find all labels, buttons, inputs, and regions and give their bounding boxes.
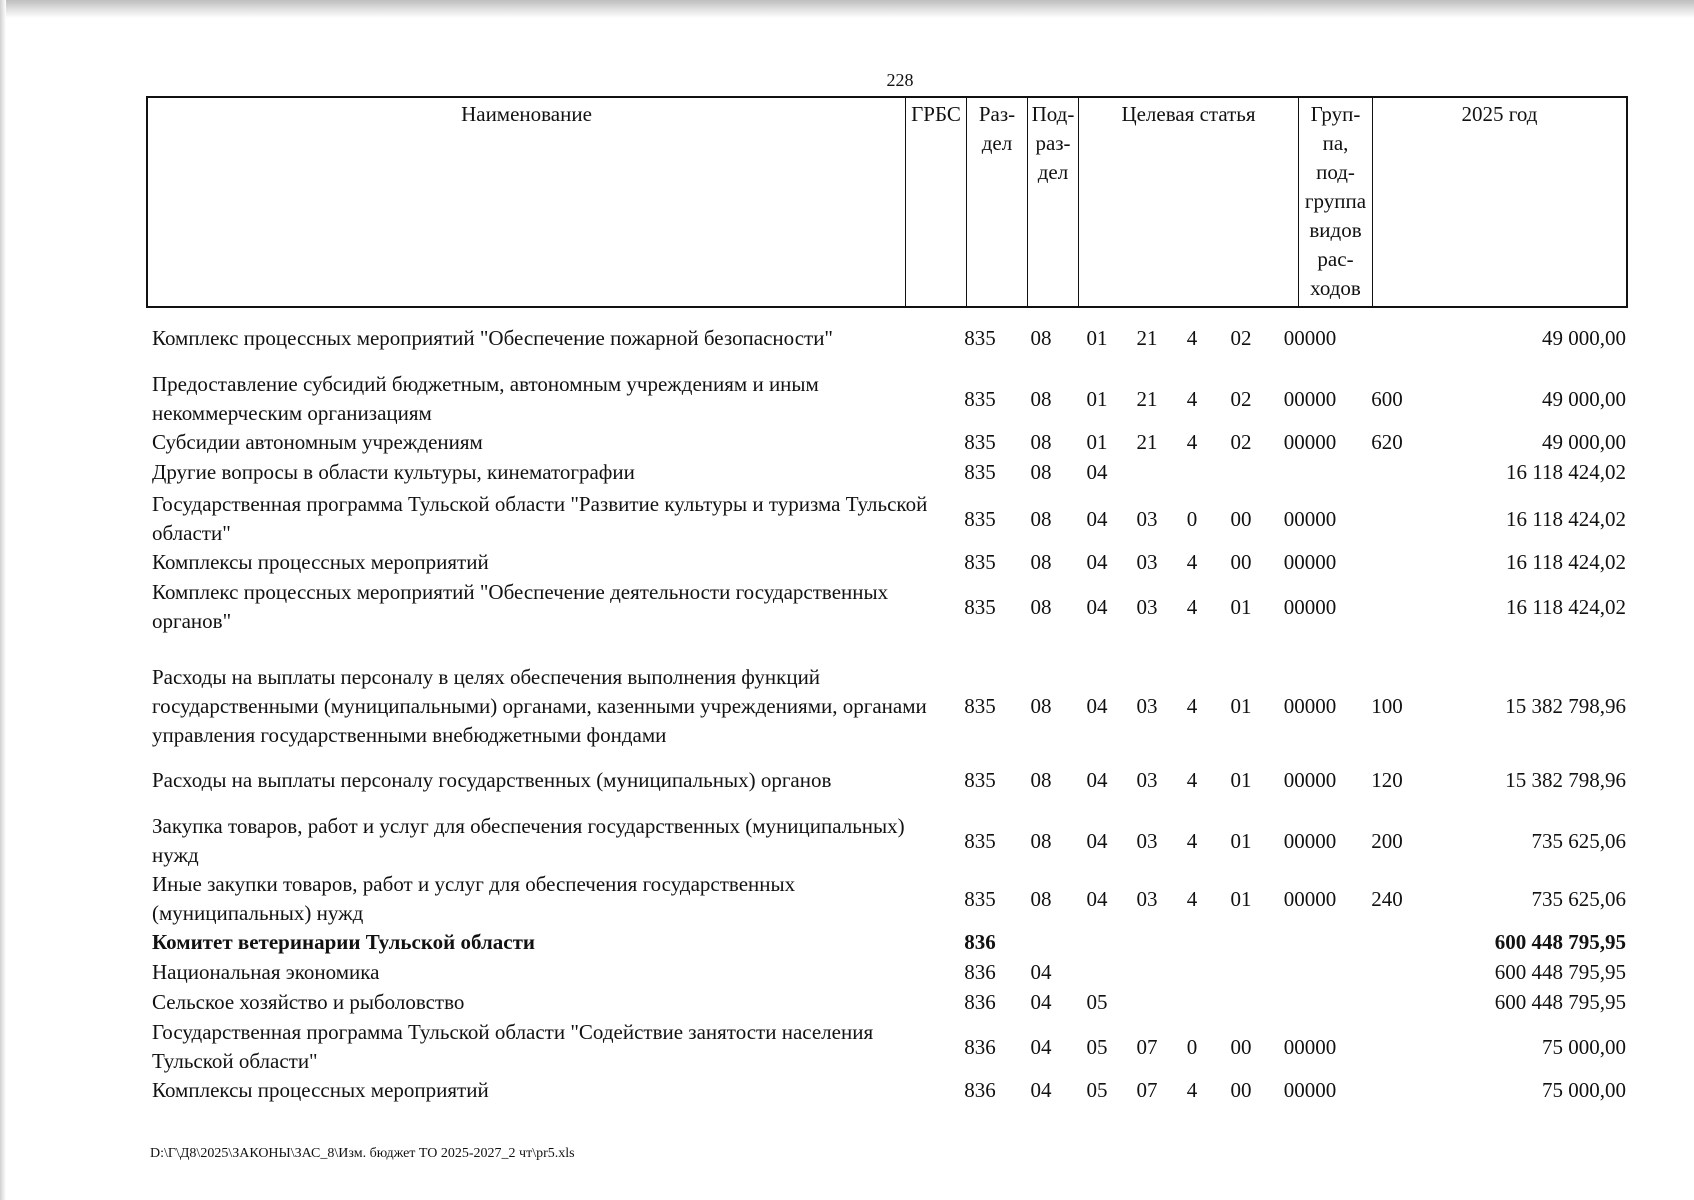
header-razdel: Раз- дел xyxy=(967,98,1028,306)
cell-target-subtype: 01 xyxy=(1230,594,1252,619)
cell-target-program xyxy=(1122,928,1172,956)
cell-expense-group: 240 xyxy=(1371,886,1403,911)
cell-expense-group xyxy=(1350,958,1424,986)
cell-grbs: 835 xyxy=(964,693,996,718)
cell-expense-group: 100 xyxy=(1371,693,1403,718)
cell-razdel: 08 xyxy=(1030,886,1052,911)
table-row xyxy=(0,458,1694,486)
cell-target-type xyxy=(1172,458,1212,486)
cell-target-type: 4 xyxy=(1186,325,1198,350)
cell-grbs: 835 xyxy=(964,429,996,454)
table-row xyxy=(0,958,1694,986)
cell-name: Национальная экономика xyxy=(152,959,380,984)
table-row xyxy=(0,1076,1694,1104)
cell-razdel: 08 xyxy=(1030,386,1052,411)
cell-razdel: 08 xyxy=(1030,693,1052,718)
table-row xyxy=(0,578,1694,636)
cell-target-subtype: 01 xyxy=(1230,767,1252,792)
cell-razdel: 08 xyxy=(1030,828,1052,853)
cell-podrazdel: 04 xyxy=(1086,828,1108,853)
cell-target-direction: 00000 xyxy=(1283,1077,1337,1102)
cell-grbs: 836 xyxy=(964,1077,996,1102)
table-row xyxy=(0,928,1694,956)
cell-name: Расходы на выплаты персоналу в целях обеспечения выполнения функций государственными (муниципальными) органами, казенными учреждениями, органами управления государственными внебюджетными фондами xyxy=(152,664,927,747)
cell-target-direction xyxy=(1270,988,1350,1016)
table-row xyxy=(0,428,1694,456)
cell-name: Субсидии автономным учреждениям xyxy=(152,429,483,454)
cell-podrazdel: 01 xyxy=(1086,386,1108,411)
page-number: 228 xyxy=(886,70,914,90)
cell-target-subtype: 00 xyxy=(1230,549,1252,574)
cell-target-subtype: 01 xyxy=(1230,828,1252,853)
table-row xyxy=(0,812,1694,870)
cell-target-direction: 00000 xyxy=(1283,549,1337,574)
cell-amount: 600 448 795,95 xyxy=(1494,929,1626,954)
header-name: Наименование xyxy=(148,98,906,306)
cell-razdel: 08 xyxy=(1030,594,1052,619)
cell-expense-group xyxy=(1350,988,1424,1016)
cell-amount: 75 000,00 xyxy=(1542,1077,1626,1102)
cell-target-type xyxy=(1172,988,1212,1016)
cell-razdel: 08 xyxy=(1030,459,1052,484)
cell-amount: 49 000,00 xyxy=(1542,386,1626,411)
cell-target-subtype xyxy=(1212,958,1270,986)
cell-grbs: 835 xyxy=(964,459,996,484)
cell-target-program xyxy=(1122,958,1172,986)
cell-expense-group: 620 xyxy=(1371,429,1403,454)
cell-target-type: 4 xyxy=(1186,549,1198,574)
cell-podrazdel: 05 xyxy=(1086,989,1108,1014)
header-podrazdel: Под- раз- дел xyxy=(1028,98,1079,306)
cell-podrazdel xyxy=(1072,928,1122,956)
header-expense-group: Груп- па, под- группа видов рас- ходов xyxy=(1299,98,1373,306)
cell-target-type: 4 xyxy=(1186,386,1198,411)
cell-grbs: 836 xyxy=(964,989,996,1014)
cell-grbs: 835 xyxy=(964,767,996,792)
cell-amount: 600 448 795,95 xyxy=(1494,959,1626,984)
cell-amount: 49 000,00 xyxy=(1542,325,1626,350)
cell-target-subtype xyxy=(1212,988,1270,1016)
cell-target-type: 4 xyxy=(1186,886,1198,911)
cell-target-type: 4 xyxy=(1186,767,1198,792)
table-row xyxy=(0,766,1694,794)
cell-target-program: 07 xyxy=(1136,1034,1158,1059)
cell-target-program: 03 xyxy=(1136,594,1158,619)
cell-grbs: 836 xyxy=(964,929,996,954)
header-target-article: Целевая статья xyxy=(1079,98,1299,306)
cell-grbs: 835 xyxy=(964,828,996,853)
cell-target-type: 0 xyxy=(1186,1034,1198,1059)
cell-razdel: 04 xyxy=(1030,989,1052,1014)
cell-target-type: 4 xyxy=(1186,1077,1198,1102)
cell-target-subtype: 00 xyxy=(1230,506,1252,531)
cell-target-program: 21 xyxy=(1136,325,1158,350)
cell-razdel: 08 xyxy=(1030,549,1052,574)
file-path-footer: D:\Г\Д8\2025\ЗАКОНЫ\ЗАС_8\Изм. бюджет ТО 2025-2027_2 чт\pr5.xls xyxy=(150,1146,575,1161)
table-row xyxy=(0,988,1694,1016)
cell-razdel: 08 xyxy=(1030,429,1052,454)
table-row xyxy=(0,324,1694,352)
cell-target-type: 4 xyxy=(1186,693,1198,718)
cell-razdel: 08 xyxy=(1030,325,1052,350)
header-year-2025: 2025 год xyxy=(1461,102,1538,126)
cell-target-direction: 00000 xyxy=(1283,325,1337,350)
cell-target-subtype xyxy=(1212,928,1270,956)
cell-target-direction xyxy=(1270,928,1350,956)
table-row xyxy=(0,370,1694,428)
table-row xyxy=(0,548,1694,576)
cell-target-type xyxy=(1172,958,1212,986)
cell-target-direction xyxy=(1270,458,1350,486)
cell-target-program: 03 xyxy=(1136,549,1158,574)
cell-podrazdel: 04 xyxy=(1086,886,1108,911)
cell-amount: 49 000,00 xyxy=(1542,429,1626,454)
cell-target-program: 21 xyxy=(1136,386,1158,411)
cell-target-program: 03 xyxy=(1136,506,1158,531)
table-row xyxy=(0,1018,1694,1076)
cell-razdel: 04 xyxy=(1030,959,1052,984)
cell-razdel: 08 xyxy=(1030,767,1052,792)
cell-name: Комплекс процессных мероприятий "Обеспечение деятельности государственных органов" xyxy=(152,580,889,633)
cell-podrazdel: 04 xyxy=(1086,594,1108,619)
cell-name: Комплексы процессных мероприятий xyxy=(152,549,489,574)
cell-expense-group xyxy=(1350,578,1424,636)
cell-grbs: 835 xyxy=(964,594,996,619)
cell-target-type: 4 xyxy=(1186,594,1198,619)
cell-target-subtype: 02 xyxy=(1230,386,1252,411)
cell-amount: 16 118 424,02 xyxy=(1506,549,1626,574)
cell-podrazdel: 04 xyxy=(1086,549,1108,574)
cell-razdel: 04 xyxy=(1030,1034,1052,1059)
cell-podrazdel: 05 xyxy=(1086,1034,1108,1059)
cell-target-program: 07 xyxy=(1136,1077,1158,1102)
cell-expense-group xyxy=(1350,490,1424,548)
cell-amount: 15 382 798,96 xyxy=(1505,693,1626,718)
cell-target-direction: 00000 xyxy=(1283,506,1337,531)
cell-podrazdel xyxy=(1072,958,1122,986)
cell-target-program: 03 xyxy=(1136,886,1158,911)
cell-target-subtype: 00 xyxy=(1230,1034,1252,1059)
header-grbs: ГРБС xyxy=(906,98,967,306)
cell-target-subtype: 02 xyxy=(1230,429,1252,454)
cell-expense-group: 120 xyxy=(1371,767,1403,792)
cell-amount: 16 118 424,02 xyxy=(1506,594,1626,619)
cell-razdel: 04 xyxy=(1030,1077,1052,1102)
cell-expense-group xyxy=(1350,928,1424,956)
cell-target-direction: 00000 xyxy=(1283,386,1337,411)
cell-grbs: 835 xyxy=(964,386,996,411)
cell-expense-group: 200 xyxy=(1371,828,1403,853)
cell-target-program xyxy=(1122,988,1172,1016)
cell-expense-group xyxy=(1350,1076,1424,1104)
cell-target-program: 03 xyxy=(1136,828,1158,853)
cell-name: Расходы на выплаты персоналу государственных (муниципальных) органов xyxy=(152,767,832,792)
cell-target-subtype: 01 xyxy=(1230,693,1252,718)
cell-grbs: 836 xyxy=(964,959,996,984)
cell-amount: 735 625,06 xyxy=(1531,886,1626,911)
cell-target-type: 0 xyxy=(1186,506,1198,531)
cell-expense-group xyxy=(1350,458,1424,486)
cell-grbs: 836 xyxy=(964,1034,996,1059)
cell-target-subtype: 00 xyxy=(1230,1077,1252,1102)
table-row xyxy=(0,490,1694,548)
cell-target-subtype: 01 xyxy=(1230,886,1252,911)
cell-target-direction: 00000 xyxy=(1283,886,1337,911)
cell-podrazdel: 01 xyxy=(1086,325,1108,350)
cell-target-subtype: 02 xyxy=(1230,325,1252,350)
cell-podrazdel: 04 xyxy=(1086,693,1108,718)
cell-amount: 15 382 798,96 xyxy=(1505,767,1626,792)
cell-amount: 75 000,00 xyxy=(1542,1034,1626,1059)
cell-target-type: 4 xyxy=(1186,429,1198,454)
cell-amount: 600 448 795,95 xyxy=(1494,989,1626,1014)
cell-target-direction: 00000 xyxy=(1283,767,1337,792)
cell-target-program xyxy=(1122,458,1172,486)
cell-podrazdel: 04 xyxy=(1086,767,1108,792)
cell-name: Закупка товаров, работ и услуг для обеспечения государственных (муниципальных) нужд xyxy=(152,814,905,867)
cell-podrazdel: 01 xyxy=(1086,429,1108,454)
cell-target-program: 21 xyxy=(1136,429,1158,454)
cell-target-direction: 00000 xyxy=(1283,1034,1337,1059)
cell-expense-group xyxy=(1350,1018,1424,1076)
cell-name: Комитет ветеринарии Тульской области xyxy=(152,929,536,954)
cell-target-direction: 00000 xyxy=(1283,828,1337,853)
cell-target-direction: 00000 xyxy=(1283,429,1337,454)
cell-razdel xyxy=(1010,928,1072,956)
cell-name: Иные закупки товаров, работ и услуг для обеспечения государственных (муниципальных) нужд xyxy=(152,872,796,925)
cell-target-type: 4 xyxy=(1186,828,1198,853)
cell-name: Комплексы процессных мероприятий xyxy=(152,1077,489,1102)
cell-razdel: 08 xyxy=(1030,506,1052,531)
cell-target-program: 03 xyxy=(1136,767,1158,792)
cell-name: Государственная программа Тульской области "Развитие культуры и туризма Тульской области" xyxy=(152,492,928,545)
cell-expense-group: 600 xyxy=(1371,386,1403,411)
cell-name: Сельское хозяйство и рыболовство xyxy=(152,989,465,1014)
cell-expense-group xyxy=(1350,548,1424,576)
cell-target-type xyxy=(1172,928,1212,956)
cell-name: Государственная программа Тульской области "Содействие занятости населения Тульской области" xyxy=(152,1020,874,1073)
cell-name: Другие вопросы в области культуры, кинематографии xyxy=(152,459,635,484)
cell-name: Предоставление субсидий бюджетным, автономным учреждениям и иным некоммерческим организациям xyxy=(152,372,819,425)
cell-target-direction xyxy=(1270,958,1350,986)
cell-target-subtype xyxy=(1212,458,1270,486)
cell-target-direction: 00000 xyxy=(1283,693,1337,718)
cell-podrazdel: 04 xyxy=(1086,506,1108,531)
cell-podrazdel: 05 xyxy=(1086,1077,1108,1102)
cell-amount: 16 118 424,02 xyxy=(1506,506,1626,531)
cell-amount: 735 625,06 xyxy=(1531,828,1626,853)
cell-grbs: 835 xyxy=(964,506,996,531)
cell-target-program: 03 xyxy=(1136,693,1158,718)
cell-amount: 16 118 424,02 xyxy=(1506,459,1626,484)
cell-name: Комплекс процессных мероприятий "Обеспечение пожарной безопасности" xyxy=(152,325,834,350)
cell-expense-group xyxy=(1350,324,1424,352)
cell-podrazdel: 04 xyxy=(1086,459,1108,484)
table-row xyxy=(0,870,1694,928)
cell-target-direction: 00000 xyxy=(1283,594,1337,619)
table-row xyxy=(0,648,1694,764)
cell-grbs: 835 xyxy=(964,549,996,574)
cell-grbs: 835 xyxy=(964,886,996,911)
cell-grbs: 835 xyxy=(964,325,996,350)
